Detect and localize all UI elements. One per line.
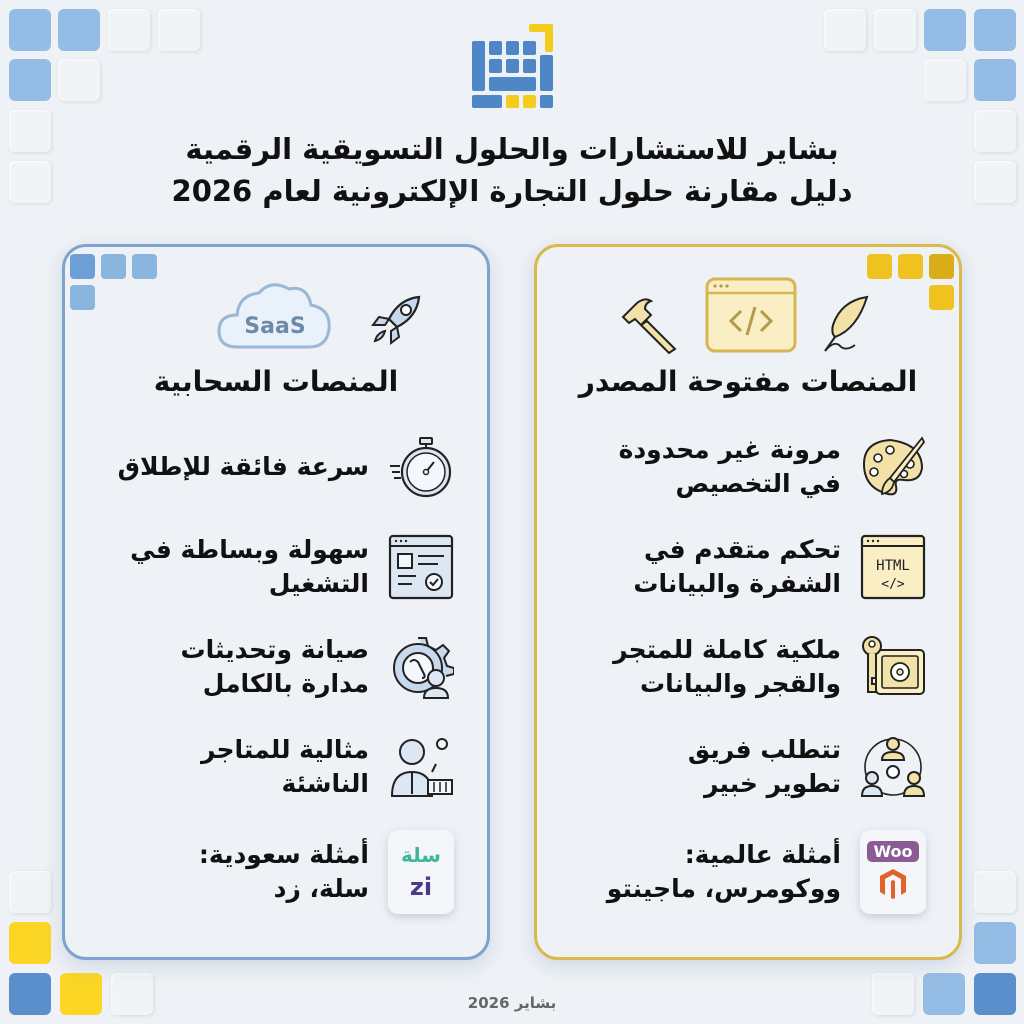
feature-text: سرعة فائقة للإطلاق bbox=[117, 452, 369, 481]
decor-tile bbox=[158, 9, 200, 51]
decor-tile bbox=[824, 9, 866, 51]
open-panel-title: المنصات مفتوحة المصدر bbox=[578, 365, 918, 398]
svg-text:HTML: HTML bbox=[876, 558, 910, 574]
decor-tile bbox=[867, 254, 892, 279]
open-feature-dev-team bbox=[559, 727, 929, 807]
magento-logo bbox=[879, 868, 907, 904]
decor-tile bbox=[929, 285, 954, 310]
decor-tile bbox=[974, 922, 1016, 964]
feature-text: سهولة وبساطة في التشغيل bbox=[130, 535, 369, 598]
stopwatch-icon bbox=[385, 431, 457, 503]
hammer-icon bbox=[617, 295, 681, 355]
gear-support-icon bbox=[385, 631, 457, 703]
open-feature-code-control bbox=[559, 527, 929, 607]
decor-tile bbox=[898, 254, 923, 279]
cloud-feature-maintenance bbox=[87, 627, 457, 707]
cloud-platforms-panel bbox=[62, 244, 490, 960]
merchant-basket-icon bbox=[385, 731, 457, 803]
page-title bbox=[0, 128, 1024, 212]
title-line-1: بشاير للاستشارات والحلول التسويقية الرقمية bbox=[185, 132, 839, 166]
decor-tile bbox=[9, 59, 51, 101]
decor-tile bbox=[9, 9, 51, 51]
footer-text: بشاير 2026 bbox=[467, 994, 557, 1012]
woo-magento-logos bbox=[860, 830, 926, 914]
svg-text:SaaS: SaaS bbox=[244, 314, 306, 339]
feature-text: صيانة وتحديثات مدارة بالكامل bbox=[180, 635, 369, 698]
decor-tile bbox=[974, 871, 1016, 913]
decor-tile bbox=[974, 59, 1016, 101]
zid-logo: zi bbox=[409, 873, 433, 901]
feature-text: ملكية كاملة للمتجر والقجر والبيانات bbox=[613, 635, 841, 698]
html-code-icon bbox=[857, 531, 929, 603]
woo-magento-logos-wrap bbox=[857, 836, 929, 908]
decor-tile bbox=[929, 254, 954, 279]
decor-tile bbox=[974, 9, 1016, 51]
decor-tile bbox=[9, 922, 51, 964]
feature-text: مثالية للمتاجر الناشئة bbox=[200, 735, 369, 798]
cloud-feature-ease bbox=[87, 527, 457, 607]
feature-text: أمثلة عالمية: ووكومرس، ماجينتو bbox=[606, 840, 841, 903]
open-source-panel bbox=[534, 244, 962, 960]
open-feature-flexibility bbox=[559, 427, 929, 507]
decor-tile bbox=[108, 9, 150, 51]
cloud-feature-speed bbox=[87, 427, 457, 507]
paint-palette-icon bbox=[857, 431, 929, 503]
rocket-icon bbox=[369, 291, 425, 347]
cloud-feature-startups bbox=[87, 727, 457, 807]
decor-tile bbox=[101, 254, 126, 279]
saas-cloud-icon bbox=[215, 277, 335, 353]
salla-zid-logos-wrap bbox=[385, 836, 457, 908]
cloud-feature-examples bbox=[87, 832, 457, 912]
svg-text:</>: </> bbox=[881, 577, 905, 592]
decor-tile bbox=[874, 9, 916, 51]
feature-text: أمثلة سعودية: سلة، زد bbox=[198, 840, 369, 903]
decor-tile bbox=[9, 871, 51, 913]
decor-tile bbox=[70, 254, 95, 279]
code-window-icon bbox=[705, 277, 797, 353]
cloud-panel-title: المنصات السحابية bbox=[153, 365, 399, 398]
key-safe-icon bbox=[857, 631, 929, 703]
decor-tile bbox=[70, 285, 95, 310]
quill-icon bbox=[821, 295, 871, 353]
decor-tile bbox=[924, 9, 966, 51]
decor-tile bbox=[924, 59, 966, 101]
web-form-check-icon bbox=[385, 531, 457, 603]
decor-tile bbox=[132, 254, 157, 279]
feature-text: تحكم متقدم في الشفرة والبيانات bbox=[633, 535, 841, 598]
woocommerce-logo: Woo bbox=[867, 841, 918, 862]
decor-tile bbox=[58, 59, 100, 101]
open-feature-ownership bbox=[559, 627, 929, 707]
title-line-2: دليل مقارنة حلول التجارة الإلكترونية لعام 2026 bbox=[171, 174, 853, 208]
team-gear-icon bbox=[857, 731, 929, 803]
salla-zid-logos bbox=[388, 830, 454, 914]
decor-tile bbox=[58, 9, 100, 51]
feature-text: مرونة غير محدودة في التخصيص bbox=[618, 435, 841, 498]
feature-text: تتطلب فريق تطوير خبير bbox=[687, 735, 841, 798]
salla-logo: سلة bbox=[401, 843, 441, 867]
bashayer-logo bbox=[472, 24, 556, 108]
open-feature-examples bbox=[559, 832, 929, 912]
